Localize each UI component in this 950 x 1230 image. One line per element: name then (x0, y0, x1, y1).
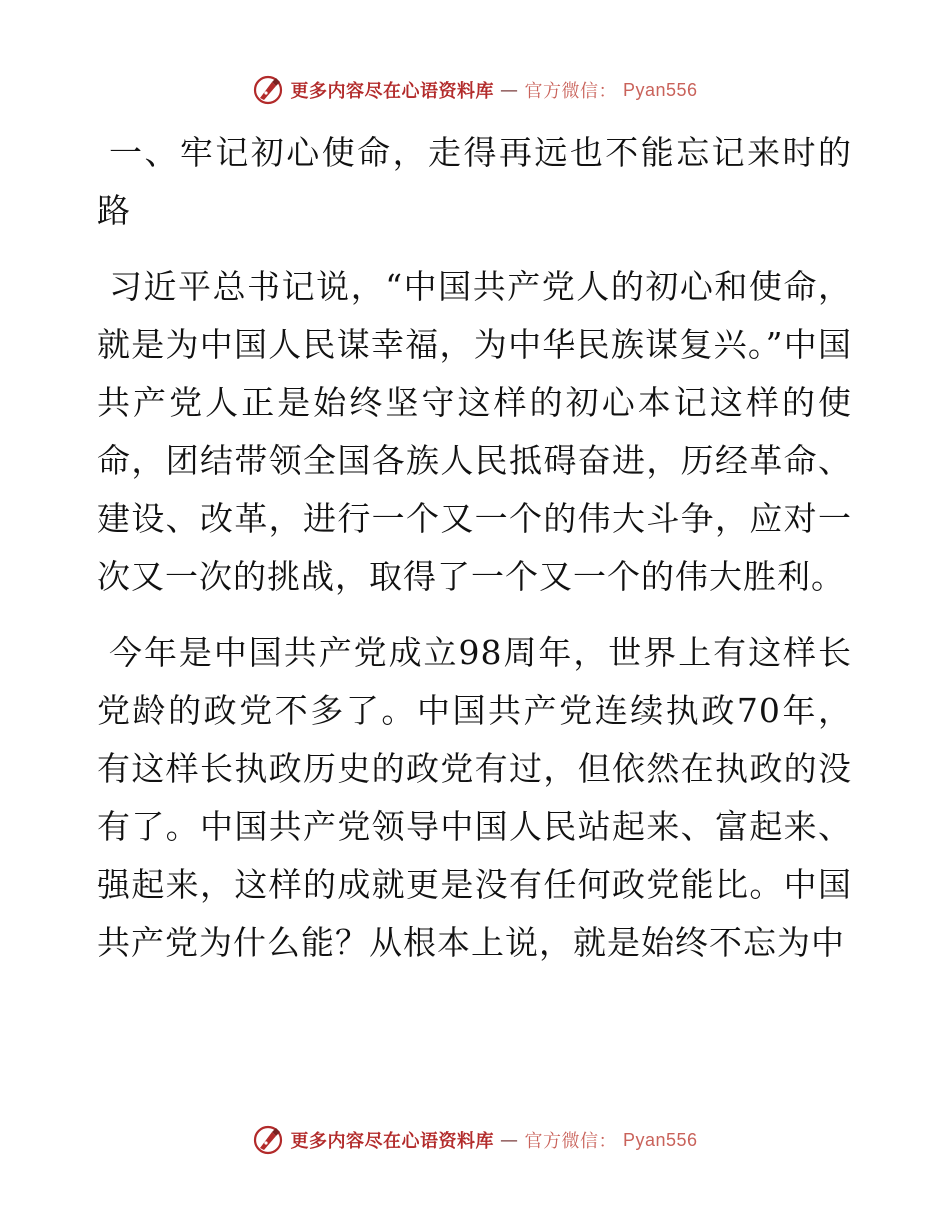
pen-nib-logo-icon (252, 1124, 284, 1156)
watermark-separator: — (499, 1129, 519, 1151)
watermark-account: Pyan556 (622, 1129, 698, 1150)
watermark-separator: — (499, 79, 519, 101)
watermark-main-text: 更多内容尽在心语资料库 (290, 81, 494, 102)
footer-watermark (0, 1120, 950, 1160)
header-watermark (0, 70, 950, 110)
watermark-sub-text: 官方微信： (524, 81, 617, 102)
watermark-group (252, 74, 697, 106)
paragraph-2: 今年是中国共产党成立98周年，世界上有这样长党龄的政党不多了。中国共产党连续执政70年，有这样长执政历史的政党有过，但依然在执政的没有了。中国共产党领导中国人民站起来、富起来、强起来，这样的成就更是没有任何政党能比。中国共产党为什么能？从根本上说，就是始终不忘为中 (97, 633, 852, 962)
section-heading: 一、牢记初心使命，走得再远也不能忘记来时的路 (97, 133, 852, 230)
paragraph-1: 习近平总书记说，“中国共产党人的初心和使命，就是为中国人民谋幸福，为中华民族谋复兴。”中国共产党人正是始终坚守这样的初心本记这样的使命，团结带领全国各族人民抵碍奋进，历经革命、建设、改革，进行一个又一个的伟大斗争，应对一次又一次的挑战，取得了一个又一个的伟大胜利。 (97, 267, 852, 596)
watermark-sub-text: 官方微信： (524, 1131, 617, 1152)
watermark-account: Pyan556 (622, 79, 698, 100)
document-body (97, 124, 852, 990)
watermark-group (252, 1124, 697, 1156)
watermark-main-text: 更多内容尽在心语资料库 (290, 1131, 494, 1152)
pen-nib-logo-icon (252, 74, 284, 106)
